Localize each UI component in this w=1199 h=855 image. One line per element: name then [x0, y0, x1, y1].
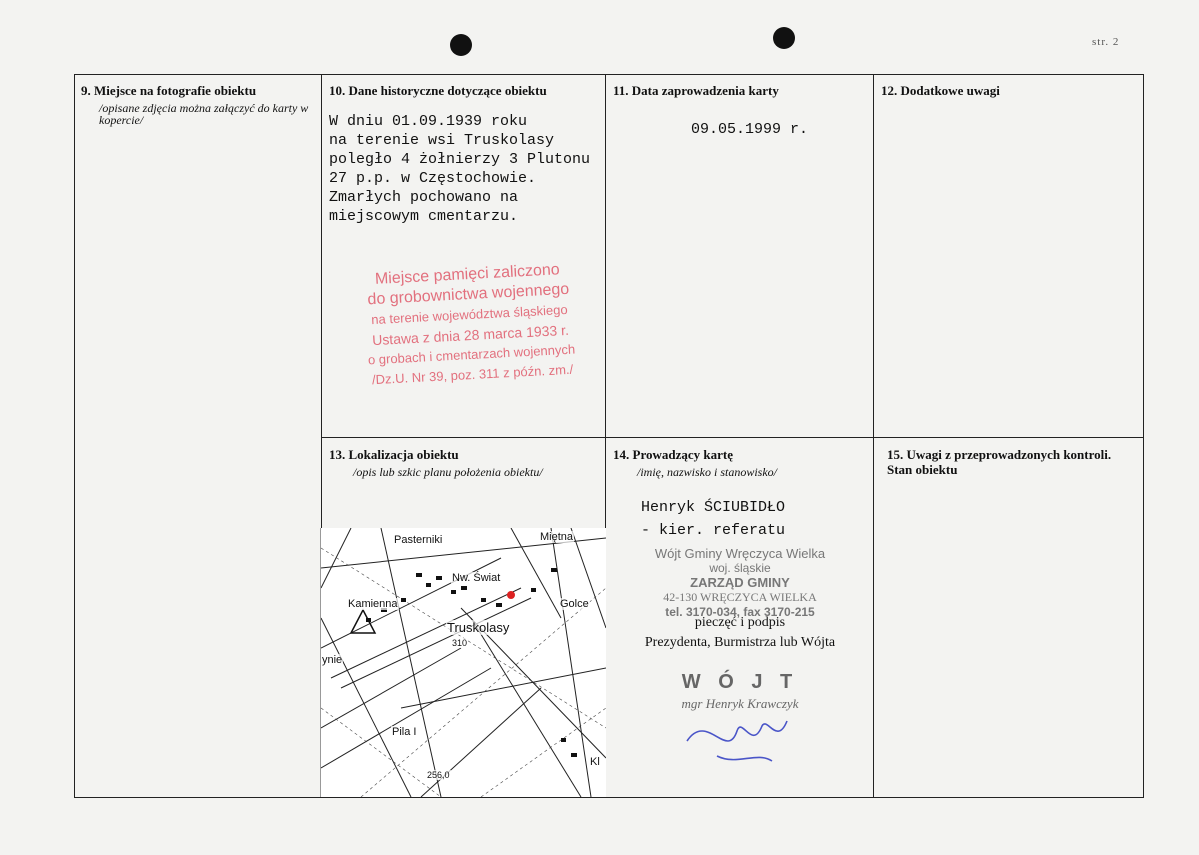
- record-card-form: [74, 74, 1144, 798]
- office-stamp: [613, 546, 867, 619]
- seal-caption: pieczęć i podpis: [694, 615, 786, 630]
- keeper-name: Henryk ŚCIUBIDŁO: [641, 499, 786, 516]
- cell-location-subtitle: /opis lub szkic planu położenia obiektu/: [353, 465, 543, 479]
- map-label: Miętna: [540, 531, 574, 543]
- cell-card-date: [607, 75, 873, 435]
- page-number: str. 2: [1092, 36, 1120, 48]
- cell-additional-notes: [875, 75, 1143, 435]
- cell-card-keeper-subtitle: /imię, nazwisko i stanowisko/: [637, 465, 778, 479]
- office-stamp-line: 42-130 WRĘCZYCA WIELKA: [663, 590, 817, 604]
- cell-photos-subtitle: /opisane zdjęcia można załączyć do karty w kopercie/: [99, 101, 309, 127]
- map-label: ynie: [322, 654, 343, 666]
- map-label: Pasterniki: [394, 534, 443, 546]
- cell-photos: [75, 75, 321, 435]
- stamp-line: na terenie województwa śląskiego: [370, 301, 568, 328]
- seal-caption-2: Prezydenta, Burmistrza lub Wójta: [644, 635, 836, 650]
- map-label: Truskolasy: [447, 620, 510, 635]
- map-label: 310: [452, 638, 468, 648]
- map-label: Nw. Świat: [452, 572, 501, 584]
- signature: [677, 701, 797, 771]
- grid-line: [321, 437, 1143, 438]
- office-stamp-line: tel. 3170-034, fax 3170-215: [665, 605, 815, 619]
- keeper-position: - kier. referatu: [641, 522, 786, 539]
- cell-inspection-notes: [875, 439, 1143, 797]
- map-label: Golce: [560, 598, 589, 610]
- cell-inspection-title: 15. Uwagi z przeprowadzonych kontroli. Stan obiektu: [887, 447, 1112, 477]
- war-graves-stamp: [337, 258, 603, 391]
- office-stamp-line: woj. śląskie: [709, 561, 771, 575]
- cell-location-title: 13. Lokalizacja obiektu: [329, 447, 459, 462]
- cell-card-keeper: [607, 439, 873, 797]
- map-drawing: [321, 528, 606, 797]
- card-date-value: 09.05.1999 r.: [691, 121, 809, 138]
- grid-line: [873, 75, 874, 797]
- map-label: Pila I: [392, 726, 417, 738]
- map-label: Kamienna: [348, 598, 398, 610]
- historical-text: W dniu 01.09.1939 roku na terenie wsi Truskolasy poległo 4 żołnierzy 3 Plutonu 27 p.p. w Częstochowie. Zmarłych pochowano na miejscowym cmentarzu.: [329, 113, 591, 225]
- punch-hole-right: [773, 27, 795, 49]
- cell-location: [323, 439, 605, 529]
- punch-hole-left: [450, 34, 472, 56]
- cell-additional-notes-title: 12. Dodatkowe uwagi: [881, 83, 1000, 98]
- cell-historical-title: 10. Dane historyczne dotyczące obiektu: [329, 83, 547, 98]
- stamp-line: o grobach i cmentarzach wojennych: [367, 341, 576, 368]
- stamp-line: /Dz.U. Nr 39, poz. 311 z późn. zm./: [371, 361, 574, 388]
- office-stamp-line: Wójt Gminy Wręczyca Wielka: [654, 546, 826, 561]
- cell-card-keeper-title: 14. Prowadzący kartę: [613, 447, 733, 462]
- stamp-line: Miejsce pamięci zaliczono: [374, 261, 561, 288]
- stamp-line: do grobownictwa wojennego: [367, 280, 570, 309]
- wojt-name: mgr Henryk Krawczyk: [681, 696, 799, 711]
- cell-photos-title: 9. Miejsce na fotografie obiektu: [81, 83, 257, 98]
- stamp-line: Ustawa z dnia 28 marca 1933 r.: [371, 321, 570, 349]
- map-label: 256,0: [427, 770, 450, 780]
- wojt-stamp: W Ó J T: [681, 671, 799, 693]
- cell-card-date-title: 11. Data zaprowadzenia karty: [613, 83, 779, 98]
- office-stamp-line: ZARZĄD GMINY: [690, 575, 790, 590]
- map-label: Kl: [590, 756, 600, 768]
- location-map: [320, 528, 606, 797]
